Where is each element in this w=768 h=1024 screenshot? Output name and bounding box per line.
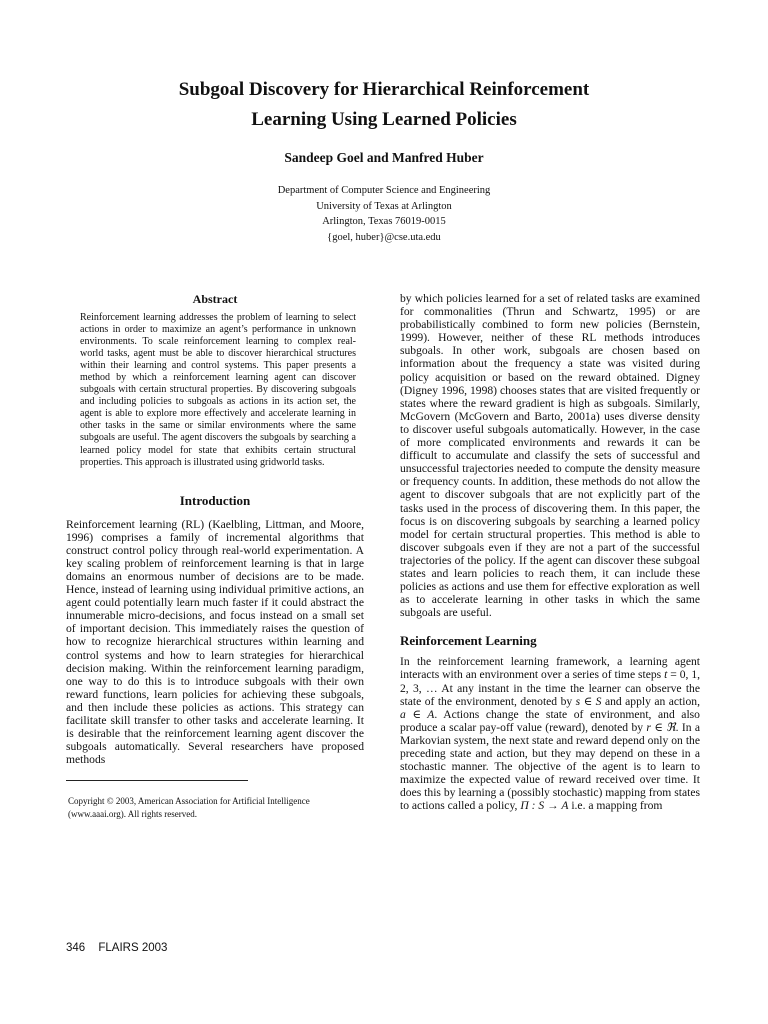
author-list: Sandeep Goel and Manfred Huber xyxy=(284,150,484,165)
paper-title xyxy=(0,75,768,135)
rl-text-part-3: and apply an action, xyxy=(604,694,700,708)
affiliation-university: University of Texas at Arlington xyxy=(316,200,452,212)
rl-section-heading: Reinforcement Learning xyxy=(400,633,537,649)
symbol-r-in-R: r ∈ ℜ xyxy=(646,720,676,734)
rl-text-part-1: In the reinforcement learning framework, a learning agent interacts with an environment over a series of time steps xyxy=(400,655,700,682)
footnote-divider xyxy=(66,780,248,781)
page-number: 346 xyxy=(66,942,86,954)
affiliation-department: Department of Computer Science and Engineering xyxy=(277,185,491,196)
symbol-t: t xyxy=(664,668,668,682)
affiliation-email: {goel, huber}@cse.uta.edu xyxy=(327,231,441,243)
affiliation-city: Arlington, Texas 76019-0015 xyxy=(322,216,446,227)
rl-text-part-5: . In a Markovian system, the next state and reward depend only on the preceding state and action, but they may depend on these in a stochastic manner. The objective of the agent is to learn to maximize the expected value of reward received over time. It does this by learning a (possibly stochastic) mapping from states to actions called a policy, xyxy=(400,720,700,813)
symbol-s-in-S: s ∈ S xyxy=(575,694,602,708)
symbol-a-in-A: a ∈ A xyxy=(400,707,435,721)
title-line-2: Learning Using Learned Policies xyxy=(251,109,517,130)
rl-text-part-6: i.e. a mapping from xyxy=(571,799,663,813)
related-work-text: by which policies learned for a set of related tasks are examined for commonalities (Thrun and Schwartz, 1995) or are probabilistically combined to form new policies (Bernstein, 1999). However, neither of these RL methods introduces subgoals. In other work, subgoals are chosen based on information about the frequency a state was visited during policy acquisition or based on the reward obtained. Digney (Digney 1996, 1998) chooses states that are visited frequently or states where the reward gradient is high as subgoals. Similarly, McGovern (McGovern and Barto, 2001a) uses diverse density to discover useful subgoals automatically. However, in the case of more complicated environments and rewards it can be difficult to accumulate and classify the sets of successful and unsuccessful trajectories needed to compute the density measure or frequency counts. In addition, these methods do not allow the agent to discover subgoals that are not explicitly part of the tasks used in the process of discovering them. In this paper, the focus is on discovering subgoals by searching a learned policy model for certain structural properties. This method is able to discover subgoals even if they are not a part of the successful trajectories of the policy. If the agent can discover these subgoal states and learn policies to reach them, it can include these policies as actions and use them for effective exploration as well as to accelerate learning in other tasks in which the same subgoals are useful. xyxy=(400,292,700,620)
introduction-text: Reinforcement learning (RL) (Kaelbling, Littman, and Moore, 1996) comprises a family of incremental algorithms that construct control policy through real-world experimentation. A key scaling problem of reinforcement learning is that in large domains an enormous number of decisions are to be made. Hence, instead of learning using individual primitive actions, an agent could potentially learn much faster if it could abstract the innumerable micro-decisions, and focus instead on a small set of important decision. This immediately raises the question of how to recognize hierarchical structures within learning and control systems and how to learn strategies for hierarchical decision making. Within the reinforcement learning paradigm, one way to do this is to introduce subgoals with their own reward functions, learn policies for achieving these subgoals, and then include these policies as actions. This strategy can facilitate skill transfer to other tasks and accelerate learning. It is desirable that the reinforcement learning agent discover the subgoals automatically. Several researchers have proposed methods xyxy=(66,517,364,767)
rl-section-text xyxy=(400,655,700,812)
copyright-line-1: Copyright © 2003, American Association for Artificial Intelligence xyxy=(68,796,310,807)
left-column xyxy=(66,292,364,821)
abstract-text: Reinforcement learning addresses the problem of learning to select actions in order to maximize an agent’s performance in unknown environments. To scale reinforcement learning to complex real-world tasks, agent must be able to discover hierarchical structures within their learning and control systems. This paper presents a method by which a reinforcement learning agent can discover subgoals with certain structural properties. By discovering subgoals and including policies to subgoals as actions in its action set, the agent is able to explore more effectively and accelerate learning in other tasks in the same or similar environments where the same subgoals are useful. The agent discovers the subgoals by searching a learned policy model for state that exhibits certain structural properties. This approach is illustrated using gridworld tasks. xyxy=(80,312,356,468)
abstract-heading: Abstract xyxy=(192,292,238,306)
copyright-line-2: (www.aaai.org). All rights reserved. xyxy=(68,809,197,820)
rl-text-part-4: . Actions change the state of environment, and also produce a scalar pay-off value (reward), denoted by xyxy=(400,707,700,734)
affiliation-block xyxy=(0,183,768,245)
rl-text-part-2: = 0, 1, 2, 3, … At any instant in the time the learner can observe the state of the environment, denoted by xyxy=(400,668,701,708)
symbol-policy: Π : S → A xyxy=(520,799,569,813)
right-column xyxy=(400,292,700,812)
copyright-notice xyxy=(68,795,364,821)
title-line-1: Subgoal Discovery for Hierarchical Reinforcement xyxy=(178,79,590,100)
introduction-heading: Introduction xyxy=(179,492,251,508)
venue-label: FLAIRS 2003 xyxy=(98,942,168,954)
page-footer xyxy=(66,942,177,954)
